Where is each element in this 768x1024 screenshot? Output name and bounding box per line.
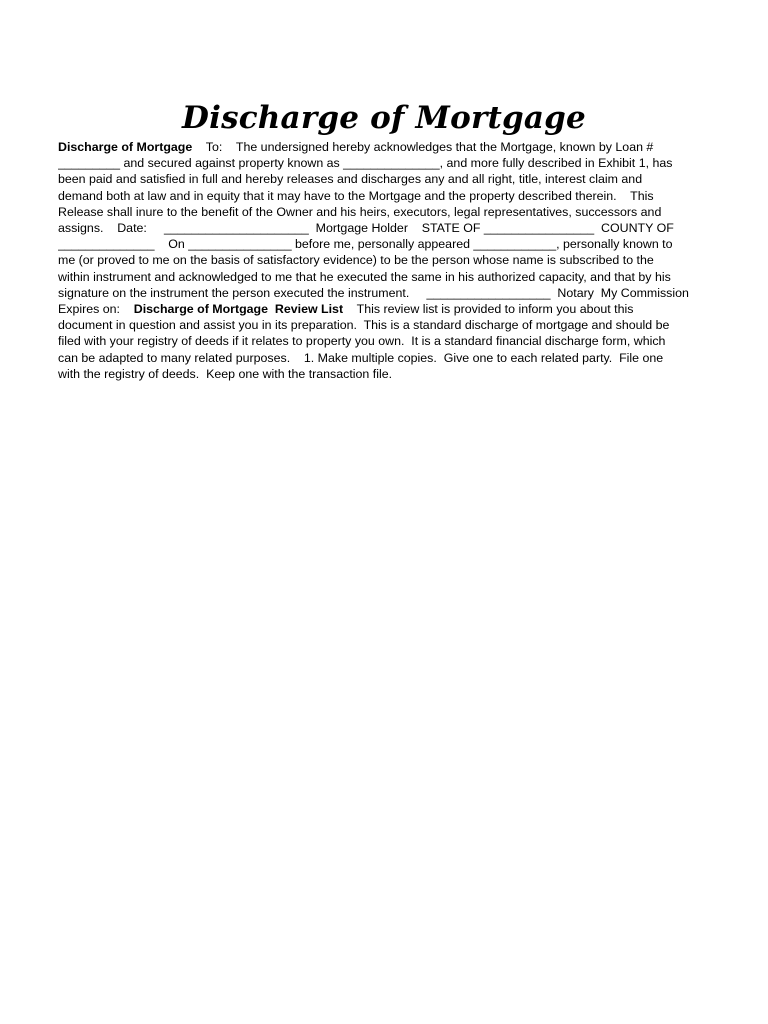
body-line-12: document in question and assist you in its preparation. This is a standard discharge of mortgage and should be	[58, 318, 670, 333]
body-line-11	[58, 301, 718, 317]
body-line-13: filed with your registry of deeds if it relates to property you own. It is a standard financial discharge form, which	[58, 334, 666, 349]
section-heading: Discharge of Mortgage	[58, 140, 193, 154]
document-body	[58, 139, 718, 382]
body-line-8: me (or proved to me on the basis of satisfactory evidence) to be the person whose name is subscribed to the	[58, 253, 654, 268]
review-list-heading: Discharge of Mortgage Review List	[133, 302, 344, 317]
body-text: Expires on:	[58, 302, 134, 317]
document-title: Discharge of Mortgage	[182, 100, 586, 136]
body-line-5: Release shall inure to the benefit of the Owner and his heirs, executors, legal representatives, successors and	[58, 204, 662, 219]
body-text: To: The undersigned hereby acknowledges that the Mortgage, known by Loan #	[192, 140, 654, 154]
body-line-10: signature on the instrument the person executed the instrument. __________________ Notary My Commission	[58, 285, 689, 300]
body-line-3: been paid and satisfied in full and hereby releases and discharges any and all right, title, interest claim and	[58, 172, 643, 187]
body-line-4: demand both at law and in equity that it may have to the Mortgage and the property described therein. This	[58, 188, 654, 203]
body-line-15: with the registry of deeds. Keep one with the transaction file.	[58, 366, 393, 381]
body-line-14: can be adapted to many related purposes. 1. Make multiple copies. Give one to each related party. File one	[58, 350, 664, 365]
body-line-7: ______________ On _______________ before me, personally appeared ____________, personally known to	[58, 237, 673, 252]
body-text: This review list is provided to inform you about this	[343, 302, 634, 317]
body-line-6: assigns. Date: _____________________ Mortgage Holder STATE OF ________________ COUNTY OF	[58, 221, 674, 236]
body-line-9: within instrument and acknowledged to me that he executed the same in his authorized capacity, and that by his	[58, 269, 671, 284]
body-line-2: _________ and secured against property known as ______________, and more fully described in Exhibit 1, has	[58, 156, 673, 171]
body-line-1	[58, 139, 718, 155]
